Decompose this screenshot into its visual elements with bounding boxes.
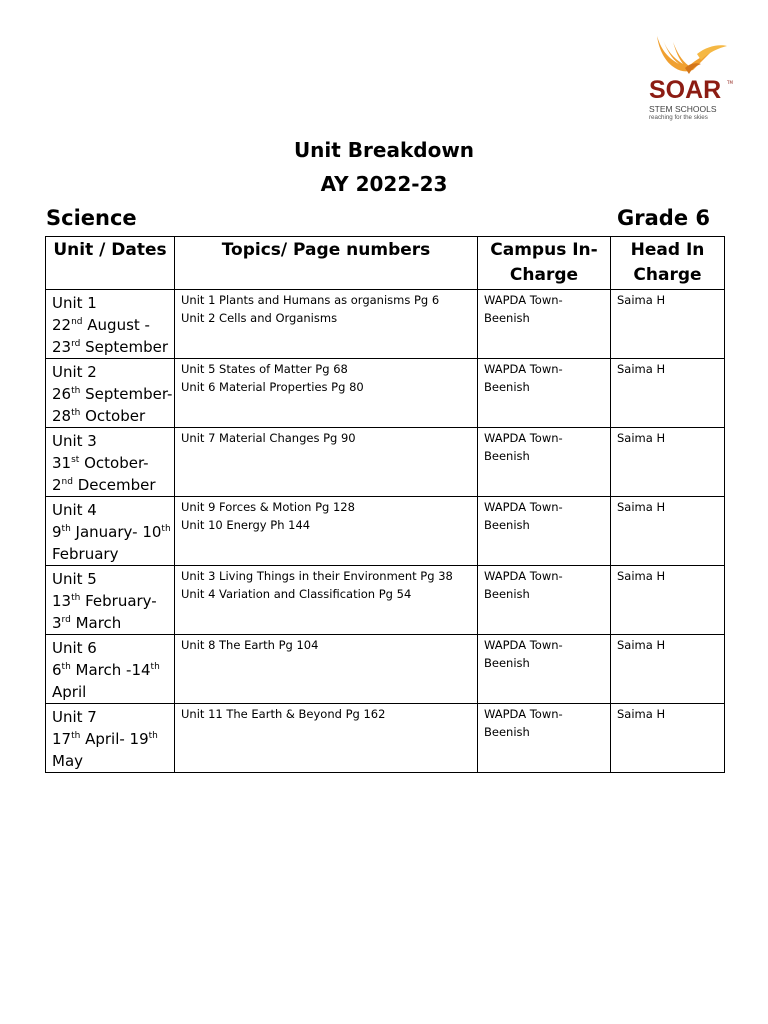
unit-name: Unit 2: [52, 363, 97, 381]
campus-line: Beenish: [484, 380, 530, 394]
topic-line: Unit 10 Energy Ph 144: [181, 518, 311, 532]
campus-line: WAPDA Town-: [484, 638, 563, 652]
head-name: Saima H: [617, 707, 666, 721]
date-text: 26: [52, 385, 72, 403]
campus-in-charge-cell: [478, 290, 611, 359]
date-text: 31: [52, 454, 72, 472]
topics-cell: [175, 497, 478, 566]
campus-line: Beenish: [484, 518, 530, 532]
topics-cell: [175, 566, 478, 635]
logo-wordmark: SOAR: [649, 76, 722, 104]
unit-dates-cell: [46, 359, 175, 428]
column-header-topics: Topics/ Page numbers: [175, 237, 478, 290]
table-row: [46, 704, 725, 773]
head-in-charge-cell: [611, 566, 725, 635]
date-text: March: [70, 614, 122, 632]
table-header-row: [46, 237, 725, 290]
topic-line: Unit 11 The Earth & Beyond Pg 162: [181, 707, 386, 721]
topics-cell: [175, 359, 478, 428]
topic-line: Unit 4 Variation and Classification Pg 54: [181, 587, 412, 601]
table-row: [46, 359, 725, 428]
subject-label: Science: [46, 206, 137, 230]
campus-line: Beenish: [484, 725, 530, 739]
date-text: March -14: [70, 661, 151, 679]
unit-name: Unit 6: [52, 639, 97, 657]
campus-in-charge-cell: [478, 428, 611, 497]
grade-label: Grade 6: [617, 206, 710, 230]
date-line: [52, 681, 174, 703]
date-ordinal-suffix: th: [148, 731, 158, 741]
topics-cell: [175, 704, 478, 773]
date-text: February: [52, 545, 119, 563]
campus-line: Beenish: [484, 311, 530, 325]
head-in-charge-cell: [611, 290, 725, 359]
topic-line: Unit 7 Material Changes Pg 90: [181, 431, 356, 445]
date-text: 28: [52, 407, 72, 425]
date-ordinal-suffix: rd: [61, 615, 71, 625]
table-row: [46, 428, 725, 497]
head-name: Saima H: [617, 569, 666, 583]
topics-cell: [175, 428, 478, 497]
date-text: October-: [79, 454, 149, 472]
head-in-charge-cell: [611, 704, 725, 773]
date-ordinal-suffix: th: [61, 524, 71, 534]
campus-line: WAPDA Town-: [484, 362, 563, 376]
date-text: September-: [80, 385, 173, 403]
date-text: October: [80, 407, 146, 425]
head-in-charge-cell: [611, 428, 725, 497]
campus-line: WAPDA Town-: [484, 293, 563, 307]
head-in-charge-cell: [611, 359, 725, 428]
campus-line: Beenish: [484, 656, 530, 670]
unit-dates-cell: [46, 497, 175, 566]
topic-line: Unit 1 Plants and Humans as organisms Pg 6: [181, 293, 440, 307]
date-line: [52, 750, 174, 772]
date-text: May: [52, 752, 84, 770]
campus-line: WAPDA Town-: [484, 431, 563, 445]
date-text: 23: [52, 338, 72, 356]
table-body: [46, 290, 725, 773]
topic-line: Unit 3 Living Things in their Environment Pg 38: [181, 569, 453, 583]
date-line: [52, 452, 174, 474]
unit-name: Unit 3: [52, 432, 97, 450]
date-text: December: [72, 476, 156, 494]
head-name: Saima H: [617, 638, 666, 652]
date-line: [52, 543, 174, 565]
logo-subtitle: STEM SCHOOLS: [649, 104, 717, 114]
date-line: [52, 728, 174, 750]
head-in-charge-cell: [611, 497, 725, 566]
campus-in-charge-cell: [478, 635, 611, 704]
date-line: [52, 336, 174, 358]
unit-name: Unit 1: [52, 294, 97, 312]
date-text: 22: [52, 316, 72, 334]
date-ordinal-suffix: th: [71, 386, 81, 396]
topic-line: Unit 8 The Earth Pg 104: [181, 638, 319, 652]
date-ordinal-suffix: nd: [61, 477, 73, 487]
campus-line: Beenish: [484, 449, 530, 463]
date-line: [52, 521, 174, 543]
eagle-icon: [649, 34, 729, 80]
unit-name: Unit 7: [52, 708, 97, 726]
date-ordinal-suffix: rd: [71, 339, 81, 349]
date-text: August -: [82, 316, 150, 334]
date-text: 9: [52, 523, 62, 541]
date-text: September: [80, 338, 169, 356]
date-text: April: [52, 683, 87, 701]
topics-cell: [175, 635, 478, 704]
topic-line: Unit 2 Cells and Organisms: [181, 311, 338, 325]
date-text: 17: [52, 730, 72, 748]
unit-dates-cell: [46, 704, 175, 773]
date-ordinal-suffix: th: [71, 593, 81, 603]
topic-line: Unit 6 Material Properties Pg 80: [181, 380, 364, 394]
date-text: 2: [52, 476, 62, 494]
topics-cell: [175, 290, 478, 359]
column-header-head: Head In Charge: [611, 237, 725, 290]
topic-line: Unit 9 Forces & Motion Pg 128: [181, 500, 355, 514]
table-row: [46, 290, 725, 359]
logo-trademark: TM: [727, 80, 733, 85]
date-ordinal-suffix: th: [61, 662, 71, 672]
date-line: [52, 659, 174, 681]
campus-in-charge-cell: [478, 497, 611, 566]
academic-year: AY 2022-23: [320, 172, 448, 196]
date-text: 6: [52, 661, 62, 679]
soar-logo: [643, 34, 735, 124]
campus-in-charge-cell: [478, 566, 611, 635]
date-ordinal-suffix: th: [161, 524, 171, 534]
date-line: [52, 612, 174, 634]
date-ordinal-suffix: st: [71, 455, 80, 465]
campus-line: WAPDA Town-: [484, 569, 563, 583]
unit-dates-cell: [46, 635, 175, 704]
head-name: Saima H: [617, 362, 666, 376]
head-in-charge-cell: [611, 635, 725, 704]
campus-in-charge-cell: [478, 359, 611, 428]
date-line: [52, 405, 174, 427]
campus-line: WAPDA Town-: [484, 707, 563, 721]
topic-line: Unit 5 States of Matter Pg 68: [181, 362, 348, 376]
unit-dates-cell: [46, 428, 175, 497]
head-name: Saima H: [617, 293, 666, 307]
date-ordinal-suffix: th: [71, 408, 81, 418]
head-name: Saima H: [617, 431, 666, 445]
date-line: [52, 474, 174, 496]
unit-dates-cell: [46, 290, 175, 359]
unit-name: Unit 5: [52, 570, 97, 588]
date-text: 13: [52, 592, 72, 610]
date-text: January- 10: [70, 523, 162, 541]
campus-in-charge-cell: [478, 704, 611, 773]
column-header-campus: Campus In-Charge: [478, 237, 611, 290]
date-text: February-: [80, 592, 157, 610]
unit-name: Unit 4: [52, 501, 97, 519]
campus-line: WAPDA Town-: [484, 500, 563, 514]
table-row: [46, 497, 725, 566]
logo-tagline: reaching for the skies: [649, 114, 708, 121]
campus-line: Beenish: [484, 587, 530, 601]
date-ordinal-suffix: th: [150, 662, 160, 672]
page-title: Unit Breakdown: [293, 138, 475, 162]
date-ordinal-suffix: nd: [71, 317, 83, 327]
table-row: [46, 635, 725, 704]
date-line: [52, 314, 174, 336]
date-line: [52, 383, 174, 405]
date-line: [52, 590, 174, 612]
date-text: 3: [52, 614, 62, 632]
table-row: [46, 566, 725, 635]
date-text: April- 19: [80, 730, 149, 748]
head-name: Saima H: [617, 500, 666, 514]
date-ordinal-suffix: th: [71, 731, 81, 741]
unit-dates-cell: [46, 566, 175, 635]
column-header-unit-dates: Unit / Dates: [46, 237, 175, 290]
unit-table: [45, 236, 725, 773]
